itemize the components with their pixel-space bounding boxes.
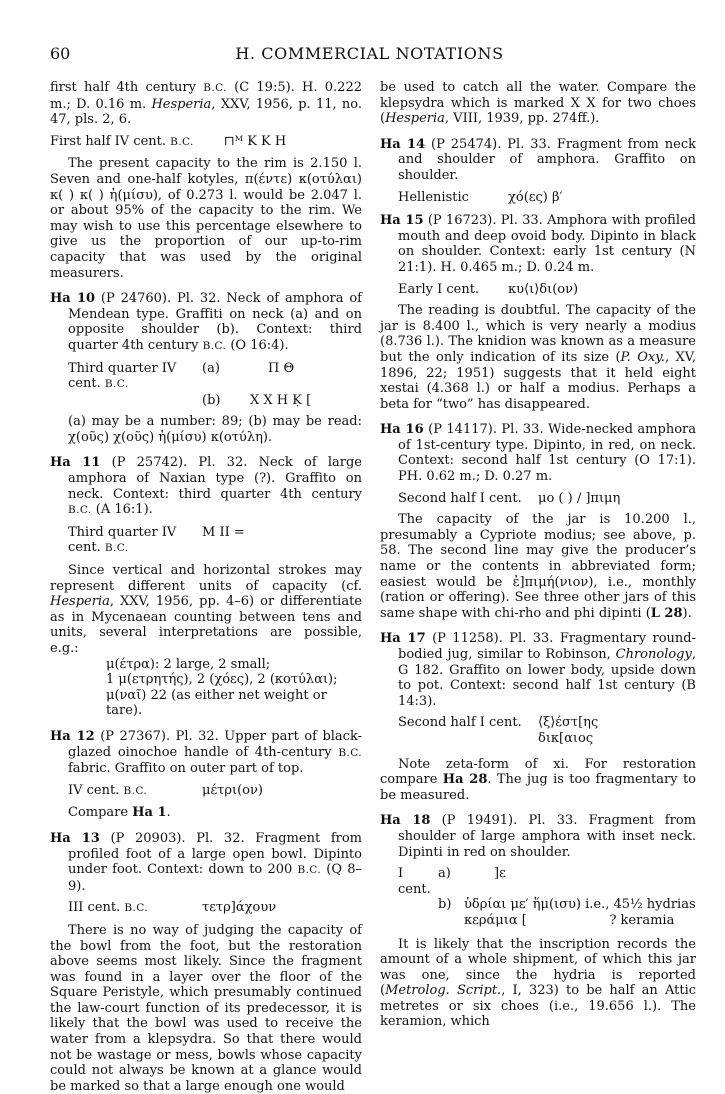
ha10-reading-b: (b) X X H Ḳ [ (202, 392, 312, 408)
ha16-entry: Ha 16 (P 14117). Pl. 33. Wide-necked amphora of 1st-century type. Dipinto, in red, on neck. Context: second half 1st century (O 17:1). PH. 0.62 m.; D. 0.27 m. (380, 422, 696, 485)
ha16-reading: Second half I cent. μο ( ) / ]πιμη (398, 490, 621, 506)
ha10-entry: Ha 10 (P 24760). Pl. 32. Neck of amphora of Mendean type. Graffiti on neck (a) and on opposite shoulder (b). Context: third quarter 4th century B.C. (O 16:4). (50, 291, 362, 353)
ha17-note: Note zeta-form of xi. For restoration compare Ha 28. The jug is too fragmentary to be measured. (380, 756, 697, 803)
ha13-id: Ha 13 (50, 830, 100, 846)
ha16-discussion: The capacity of the jar is 10.200 l., presumably a Cypriote modius; see above, p. 58. The second line may give the producer’s name or the contents in abbreviated form; easiest would be ἐ]πιμή(νιον), i.e., monthly (ration or offering). See three other jars of this same shape with chi-rho and phi dipinti (L 28). (380, 512, 696, 621)
entry-continuation: first half 4th century B.C. (C 19:5). H. 0.222 m.; D. 0.16 m. Hesperia, XXV, 1956, p. 11, no. 47, pls. 2, 6. (50, 80, 362, 128)
ha18-id: Ha 18 (380, 813, 431, 829)
ha18-discussion: It is likely that the inscription records the amount of a whole shipment, of which this jar was one, since the hydria is reported (Metrolog. Script., I, 323) to be half an Attic metretes or six choes (i.e., 19.656 l.). The keramion, which (380, 936, 697, 1030)
ha16-id: Ha 16 (380, 422, 424, 438)
ha17-id: Ha 17 (380, 631, 426, 647)
ha11-discussion: Since vertical and horizontal strokes may represent different units of capacity (cf. Hesperia, XXV, 1956, pp. 4–6) or differentiate as in Mycenaean counting between tens and units, several interpretations are possible, e.g.: (50, 563, 362, 656)
ha13-reading: III cent. B.C. τετρ]άχουν (68, 900, 277, 916)
ha12-id: Ha 12 (50, 728, 95, 744)
ha13-discussion: There is no way of judging the capacity of the bowl from the foot, but the restoration above seems most likely. Since the fragment was found in a layer over the floor of the Square Peristyle, which presumably continued the law-court function of its predecessor, it is likely that the bowl was used to receive the water from a klepsydra. So that there would not be wastage or mess, bowls whose capacity could not always be known at a glance would be marked so that a large enough one would (50, 922, 362, 1094)
ha18-reading-c: κεράμια [ ? keramia (464, 912, 675, 928)
ha18-reading-b: b) ὑδρίαι με′ ἥμ(ισυ) i.e., 45½ hydrias (438, 897, 696, 913)
ha9-discussion: The present capacity to the rim is 2.150 l. Seven and one-half kotyles, π(έντε) κ(οτύλαι) κ( ) κ( ) ἡ(μίσυ), of 0.273 l. would be 2.047 l. or about 95% of the capacity to the rim. We may wish to use this percentage elsewhere to give us the proportion of our up-to-rim capacity that was used by the original measurers. (50, 156, 362, 281)
ha12-compare: Compare Ha 1. (68, 805, 171, 821)
ha14-id: Ha 14 (380, 136, 426, 152)
page-number: 60 (50, 44, 71, 63)
ha10-note: (a) may be a number: 89; (b) may be read: χ(οῦς) χ(οῦς) ἡ(μίσυ) κ(οτύλη). (68, 414, 362, 445)
ha17-reading: Second half I cent. ⟨ξ⟩έστ[ης δικ[αιος (398, 715, 599, 746)
ha11-reading: Third quarter IV cent. B.C. M II = (68, 524, 245, 556)
list-item: 1 μ(ετρητής), 2 (χόες), 2 (κοτύλαι); (106, 672, 338, 688)
ha14-entry: Ha 14 (P 25474). Pl. 33. Fragment from neck and shoulder of amphora. Graffito on shoulder. (380, 136, 696, 183)
ha15-entry: Ha 15 (P 16723). Pl. 33. Amphora with profiled mouth and deep ovoid body. Dipinto in black on shoulder. Context: early 1st century (N 21:1). H. 0.465 m.; D. 0.24 m. (380, 213, 696, 275)
ha11-id: Ha 11 (50, 455, 101, 471)
ha15-discussion: The reading is doubtful. The capacity of the jar is 8.400 l., which is very nearly a modius (8.736 l.). The knidion was known as a measure but the only indication of its size (P. Oxy., XV, 1896, 22; 1951) suggests that it held eight xestai (4.368 l.) or half a modius. Perhaps a beta for “two” has disappeared. (380, 303, 696, 412)
ha12-entry: Ha 12 (P 27367). Pl. 32. Upper part of black-glazed oinochoe handle of 4th-century B.C. fabric. Graffito on outer part of top. (50, 728, 362, 777)
ha15-id: Ha 15 (380, 213, 424, 229)
ha17-entry: Ha 17 (P 11258). Pl. 33. Fragmentary round-bodied jug, similar to Robinson, Chronology, G 182. Graffito on lower body, upside down to pot. Context: second half 1st century (B 14:3). (380, 631, 697, 709)
ha18-entry: Ha 18 (P 19491). Pl. 33. Fragment from shoulder of large amphora with inset neck. Dipinti in red on shoulder. (380, 813, 696, 860)
ha18-reading-a: I cent. a) ]ε (398, 866, 506, 897)
ha10-reading-a: Third quarter IV cent. B.C. (a) Π Θ (68, 360, 295, 392)
list-item: μ(έτρα): 2 large, 2 small; (106, 656, 271, 672)
ha15-reading: Early I cent. κυ⟨ι⟩δι(ον) (398, 281, 579, 297)
ha11-entry: Ha 11 (P 25742). Pl. 32. Neck of large amphora of Naxian type (?). Graffito on neck. Context: third quarter 4th century B.C. (A 16:1). (50, 455, 362, 518)
list-item: μ(ναῖ) 22 (as either net weight or tare). (106, 687, 327, 719)
ha11-interpretations (50, 657, 362, 719)
ha13-entry: Ha 13 (P 20903). Pl. 32. Fragment from profiled foot of a large open bowl. Dipinto under foot. Context: down to 200 B.C. (Q 8–9). (50, 830, 363, 894)
right-column (380, 80, 696, 1030)
page-header (50, 44, 689, 70)
ha10-id: Ha 10 (50, 291, 96, 307)
ha12-reading: IV cent. B.C. μέτρι(ον) (68, 782, 263, 798)
ha13-continuation: be used to catch all the water. Compare the klepsydra which is marked X X for two choes (Hesperia, VIII, 1939, pp. 274ff.). (380, 80, 696, 127)
ha14-reading: Hellenistic χό(ες) β′ (398, 189, 563, 205)
ha9-reading: First half IV cent. B.C. ⊓ᴹ K K H (50, 133, 287, 149)
left-column (50, 80, 362, 1094)
running-title: H. COMMERCIAL NOTATIONS (235, 44, 504, 63)
